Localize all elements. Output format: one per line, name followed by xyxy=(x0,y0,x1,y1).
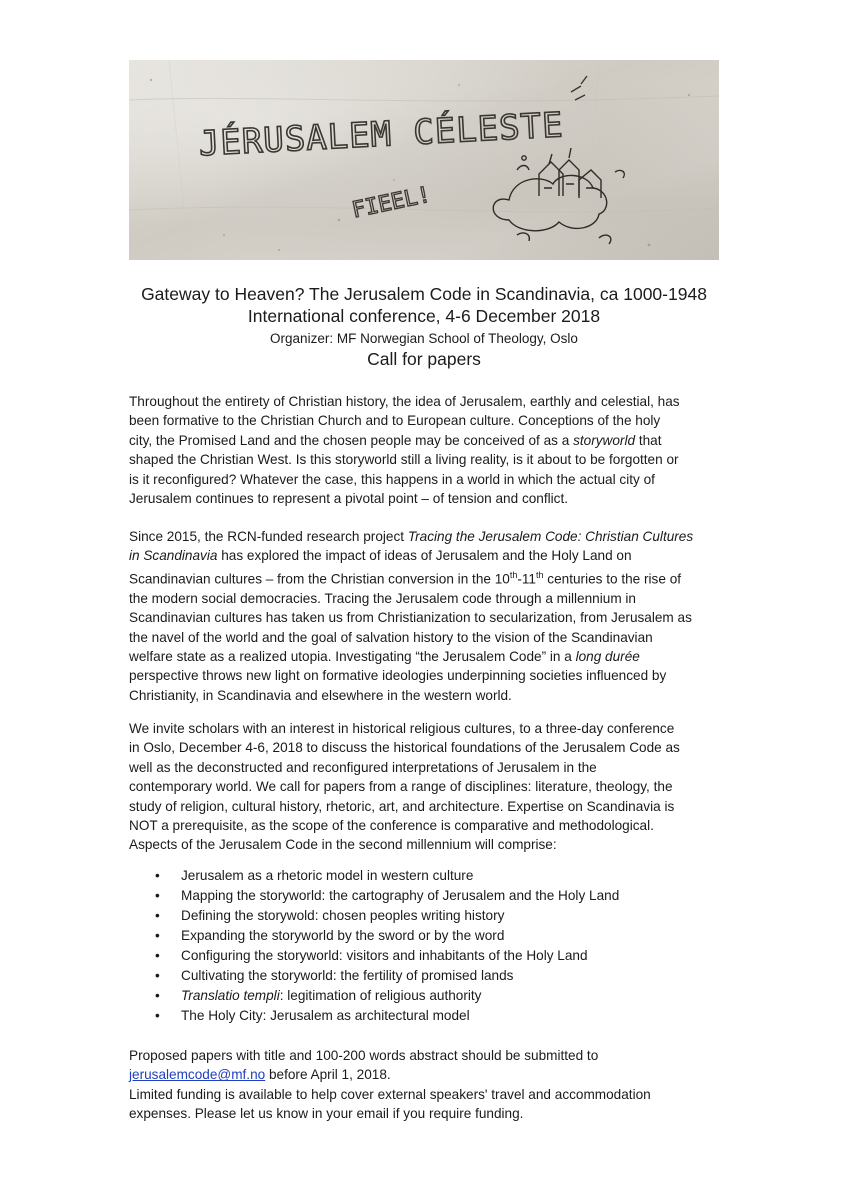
organizer-line: Organizer: MF Norwegian School of Theology, Oslo xyxy=(270,331,578,346)
conference-subtitle: International conference, 4-6 December 2018 xyxy=(247,306,601,326)
call-for-papers-heading: Call for papers xyxy=(367,349,481,369)
text-line: study of religion, cultural history, rhetoric, art, and architecture. Expertise on Scandinavia is xyxy=(129,798,675,814)
text-line: Christianity, in Scandinavia and elsewhere in the western world. xyxy=(129,687,512,703)
text-line: is it reconfigured? Whatever the case, this happens in a world in which the actual city of xyxy=(129,471,655,487)
text-line: welfare state as a realized utopia. Investigating “the Jerusalem Code” in a long durée xyxy=(129,648,640,664)
text-line: jerusalemcode@mf.no before April 1, 2018. xyxy=(129,1067,391,1083)
text-line: Throughout the entirety of Christian history, the idea of Jerusalem, earthly and celestial, has xyxy=(129,394,680,409)
topic-item: • Defining the storywold: chosen peoples writing history xyxy=(155,906,619,926)
text-line: NOT a prerequisite, as the scope of the conference is comparative and methodological. xyxy=(129,818,654,834)
text-line: in Oslo, December 4-6, 2018 to discuss the historical foundations of the Jerusalem Code as xyxy=(129,740,680,756)
invitation-paragraph xyxy=(129,719,729,855)
submission-paragraph xyxy=(129,1046,729,1124)
text-line: Scandinavian cultures – from the Christian conversion in the 10th-11th centuries to the rise of xyxy=(129,569,682,587)
conference-title: Gateway to Heaven? The Jerusalem Code in Scandinavia, ca 1000-1948 xyxy=(141,284,707,304)
text-line: expenses. Please let us know in your email if you require funding. xyxy=(129,1106,524,1122)
text-line: been formative to the Christian Church and to European culture. Conceptions of the holy xyxy=(129,413,661,429)
text-line: the modern social democracies. Tracing the Jerusalem code through a millennium in xyxy=(129,590,636,606)
text-line: Aspects of the Jerusalem Code in the second millennium will comprise: xyxy=(129,837,557,853)
text-line: Scandinavian cultures has taken us from Christianization to secularization, from Jerusalem as xyxy=(129,610,692,626)
intro-paragraph xyxy=(129,392,729,508)
text-line: city, the Promised Land and the chosen people may be conceived of as a storyworld that xyxy=(129,432,662,448)
text-line: contemporary world. We call for papers from a range of disciplines: literature, theology, the xyxy=(129,779,673,795)
text-line: shaped the Christian West. Is this storyworld still a living reality, is it about to be forgotten or xyxy=(129,452,679,468)
topics-list xyxy=(155,866,619,1026)
topic-item: • The Holy City: Jerusalem as architectural model xyxy=(155,1006,619,1026)
topic-item: • Translatio templi: legitimation of religious authority xyxy=(155,986,619,1006)
text-line: We invite scholars with an interest in historical religious cultures, to a three-day conference xyxy=(129,721,675,736)
graffiti-line-1: JÉRUSALEM CÉLESTE xyxy=(197,105,565,165)
text-line: in Scandinavia has explored the impact of ideas of Jerusalem and the Holy Land on xyxy=(129,548,632,564)
text-line: Since 2015, the RCN-funded research project Tracing the Jerusalem Code: Christian Cultures xyxy=(129,529,694,544)
text-line: well as the deconstructed and reconfigured interpretations of Jerusalem in the xyxy=(129,759,597,775)
topic-item: • Configuring the storyworld: visitors and inhabitants of the Holy Land xyxy=(155,946,619,966)
text-line: the navel of the world and the goal of salvation history to the vision of the Scandinavian xyxy=(129,629,653,645)
topic-item: • Cultivating the storyworld: the fertility of promised lands xyxy=(155,966,619,986)
text-line: Jerusalem continues to represent a pivotal point – of tension and conflict. xyxy=(129,491,569,507)
text-line: Limited funding is available to help cover external speakers' travel and accommodation xyxy=(129,1086,651,1102)
graffiti-drawing xyxy=(129,60,719,260)
text-line: Proposed papers with title and 100-200 words abstract should be submitted to xyxy=(129,1048,599,1063)
topic-item: • Mapping the storyworld: the cartography of Jerusalem and the Holy Land xyxy=(155,886,619,906)
project-paragraph xyxy=(129,527,729,705)
email-link[interactable]: jerusalemcode@mf.no xyxy=(129,1067,266,1083)
graffiti-line-2: FIEEL! xyxy=(349,182,433,224)
topic-item: • Jerusalem as a rhetoric model in western culture xyxy=(155,866,619,886)
house-doodle xyxy=(493,148,624,244)
hero-photo xyxy=(129,60,719,260)
topic-item: • Expanding the storyworld by the sword or by the word xyxy=(155,926,619,946)
text-line: perspective throws new light on formative ideologies underpinning societies influenced by xyxy=(129,668,667,684)
